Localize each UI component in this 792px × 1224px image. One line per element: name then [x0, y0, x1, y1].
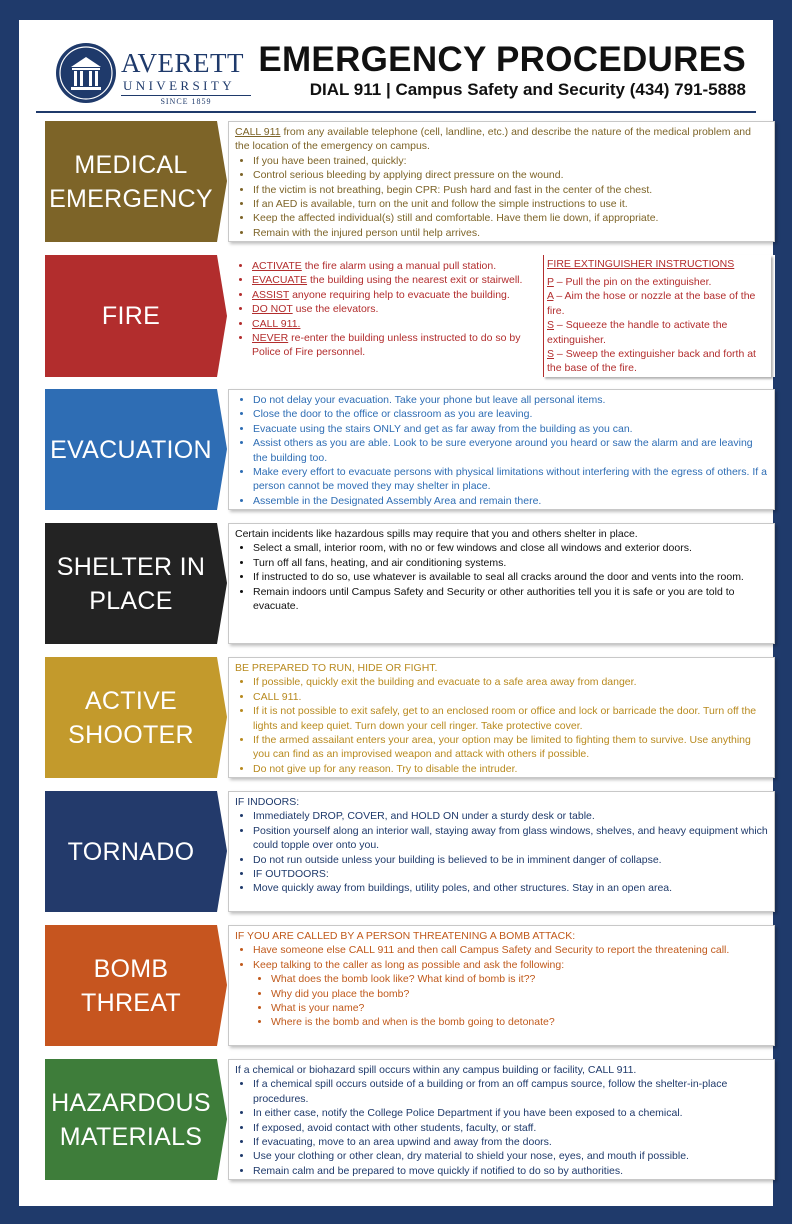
- section-content: [228, 389, 775, 510]
- list-item: [252, 331, 534, 360]
- section-label-hazardous: [45, 1059, 217, 1180]
- section-content: [228, 255, 775, 377]
- label-line: ACTIVE: [84, 686, 178, 715]
- section-label-tornado: [45, 791, 217, 912]
- list-item: • If it is not possible to exit safely, get to an enclosed room or office and lock or barricade the door. Turn off the lights and keep quiet. Turn down your cell ringer. Take protective cover.: [253, 704, 768, 733]
- instruction-list: [235, 675, 768, 776]
- question-item: • What is your name?: [271, 1001, 768, 1015]
- question-item: • What does the bomb look like? What kind of bomb is it??: [271, 972, 768, 986]
- step-text: – Pull the pin on the extinguisher.: [553, 276, 712, 288]
- university-logo: [55, 42, 259, 108]
- list-item: • Assemble in the Designated Assembly Area and remain there.: [253, 494, 768, 508]
- label-line: SHOOTER: [68, 720, 194, 749]
- extinguisher-title: FIRE EXTINGUISHER INSTRUCTIONS: [547, 258, 735, 270]
- list-item: • Remain calm and be prepared to move quickly if notified to do so by authorities.: [253, 1164, 768, 1178]
- section-content: [228, 121, 775, 242]
- step-letter: S: [547, 319, 555, 332]
- label-line: BOMB: [93, 954, 169, 983]
- instruction-list: [235, 1077, 768, 1178]
- section-active-shooter: [45, 657, 775, 778]
- label-line: HAZARDOUS: [51, 1088, 211, 1117]
- item-text: anyone requiring help to evacuate the building.: [289, 288, 510, 301]
- label-line: FIRE: [101, 302, 161, 330]
- list-item: [252, 273, 534, 287]
- label-arrow: [217, 791, 227, 912]
- item-text: use the elevators.: [292, 303, 379, 316]
- section-intro: BE PREPARED TO RUN, HIDE OR FIGHT.: [235, 662, 438, 674]
- list-item: • If evacuating, move to an area upwind and away from the doors.: [253, 1135, 768, 1149]
- section-intro: IF INDOORS:: [235, 796, 300, 808]
- label-line: MATERIALS: [59, 1122, 203, 1151]
- list-item: [252, 259, 534, 273]
- logo-subtitle: UNIVERSITY: [123, 78, 235, 93]
- question-item: • Where is the bomb and when is the bomb going to detonate?: [271, 1015, 768, 1029]
- list-item: • IF OUTDOORS:: [253, 867, 768, 881]
- section-content: [228, 1059, 775, 1180]
- list-item: • Have someone else CALL 911 and then call Campus Safety and Security to report the threatening call.: [253, 943, 768, 957]
- list-item: • Control serious bleeding by applying direct pressure on the wound.: [253, 168, 768, 182]
- list-item: • If exposed, avoid contact with other students, faculty, or staff.: [253, 1121, 768, 1135]
- label-arrow: [217, 255, 227, 377]
- list-item: • Close the door to the office or classroom as you are leaving.: [253, 407, 768, 421]
- list-item: • Move quickly away from buildings, utility poles, and other structures. Stay in an open area.: [253, 881, 768, 895]
- question-item: • Why did you place the bomb?: [271, 987, 768, 1001]
- section-label-fire: [45, 255, 217, 377]
- section-fire: [45, 255, 775, 377]
- label-arrow: [217, 389, 227, 510]
- section-label-shelter: [45, 523, 217, 644]
- keyword: DO NOT: [252, 303, 293, 316]
- label-line: THREAT: [81, 988, 181, 1017]
- section-intro: If a chemical or biohazard spill occurs within any campus building or facility, CALL 911.: [235, 1064, 637, 1076]
- list-item: • If the victim is not breathing, begin CPR: Push hard and fast in the center of the chest.: [253, 183, 768, 197]
- section-intro: [235, 125, 768, 154]
- label-arrow: [217, 1059, 227, 1180]
- pass-step: [547, 289, 771, 318]
- section-content: [228, 791, 775, 912]
- label-line: EVACUATION: [50, 435, 212, 464]
- keyword: ASSIST: [252, 288, 290, 301]
- list-item: [253, 958, 768, 1030]
- step-text: – Sweep the extinguisher back and forth at the base of the fire.: [547, 348, 756, 375]
- section-content: [228, 925, 775, 1046]
- list-item: • CALL 911.: [253, 690, 768, 704]
- list-item: • Evacuate using the stairs ONLY and get as far away from the building as you can.: [253, 422, 768, 436]
- label-line: MEDICAL: [74, 150, 188, 179]
- section-hazardous-materials: [45, 1059, 775, 1180]
- list-item: • Make every effort to evacuate persons with physical limitations without interfering with the egress of others. If a person cannot be moved they may shelter in place.: [253, 465, 768, 494]
- instruction-list: [235, 541, 768, 613]
- step-text: – Aim the hose or nozzle at the base of the fire.: [547, 290, 756, 317]
- instruction-list: [235, 393, 768, 508]
- list-item: • Assist others as you are able. Look to be sure everyone around you heard or saw the alarm and are leaving the building too.: [253, 436, 768, 465]
- logo-since: SINCE 1859: [160, 97, 212, 106]
- label-line: SHELTER IN: [56, 552, 206, 581]
- section-label-bomb-threat: [45, 925, 217, 1046]
- list-item: [252, 317, 534, 331]
- section-label-medical: [45, 121, 217, 242]
- list-item: • Immediately DROP, COVER, and HOLD ON under a sturdy desk or table.: [253, 809, 768, 823]
- list-item: • Turn off all fans, heating, and air conditioning systems.: [253, 556, 768, 570]
- item-text: Keep talking to the caller as long as possible and ask the following:: [253, 958, 565, 971]
- keyword: CALL 911.: [252, 317, 301, 330]
- keyword: ACTIVATE: [252, 260, 302, 272]
- label-line: PLACE: [89, 586, 173, 615]
- label-line: EMERGENCY: [49, 184, 213, 213]
- label-arrow: [217, 925, 227, 1046]
- section-shelter-in-place: [45, 523, 775, 644]
- section-evacuation: [45, 389, 775, 510]
- section-intro: Certain incidents like hazardous spills may require that you and others shelter in place.: [235, 528, 638, 540]
- label-arrow: [217, 657, 227, 778]
- keyword: EVACUATE: [252, 274, 308, 287]
- list-item: • Keep the affected individual(s) still and comfortable. Have them lie down, if appropriate.: [253, 211, 768, 225]
- list-item: • Do not delay your evacuation. Take your phone but leave all personal items.: [253, 393, 768, 407]
- list-item: [252, 302, 534, 316]
- step-letter: P: [547, 276, 554, 288]
- call-911-link[interactable]: CALL 911: [235, 126, 281, 138]
- logo-rule: [121, 95, 251, 96]
- list-item: • Remain indoors until Campus Safety and Security or other authorities tell you it is safe or you are told to evacuate.: [253, 585, 768, 614]
- list-item: • If an AED is available, turn on the unit and follow the simple instructions to use it.: [253, 197, 768, 211]
- list-item: • If a chemical spill occurs outside of a building or from an off campus source, follow the shelter-in-place procedures.: [253, 1077, 768, 1106]
- section-medical-emergency: [45, 121, 775, 242]
- item-text: re-enter the building unless instructed to do so by Police of Fire personnel.: [252, 332, 521, 359]
- header-divider: [36, 111, 756, 113]
- list-item: • If the armed assailant enters your area, your option may be limited to fighting them to survive. Use anything you can find as an improvised weapon and attack with others if possible.: [253, 733, 768, 762]
- section-content: [228, 523, 775, 644]
- section-label-evacuation: [45, 389, 217, 510]
- section-bomb-threat: [45, 925, 775, 1046]
- keyword: NEVER: [252, 332, 289, 345]
- page-title: EMERGENCY PROCEDURES: [258, 40, 746, 79]
- instruction-list: [235, 943, 768, 1029]
- item-text: the building using the nearest exit or stairwell.: [307, 274, 523, 287]
- list-item: • Do not give up for any reason. Try to disable the intruder.: [253, 762, 768, 776]
- logo-name: AVERETT: [121, 48, 244, 78]
- poster-frame: [19, 20, 773, 1206]
- page-subtitle: DIAL 911 | Campus Safety and Security (434) 791-5888: [309, 80, 746, 99]
- step-text: – Squeeze the handle to activate the extinguisher.: [547, 319, 728, 346]
- list-item: • Do not run outside unless your building is believed to be in imminent danger of collapse.: [253, 853, 768, 867]
- list-item: • Position yourself along an interior wall, staying away from glass windows, shelves, and heavy equipment which could topple over onto you.: [253, 824, 768, 853]
- pass-step: [547, 347, 771, 376]
- list-item: • If you have been trained, quickly:: [253, 154, 768, 168]
- intro-text: from any available telephone (cell, landline, etc.) and describe the nature of the medical problem and the location of the emergency on campus.: [235, 126, 751, 153]
- question-list: [253, 972, 768, 1030]
- instruction-list: [234, 259, 534, 360]
- list-item: • Use your clothing or other clean, dry material to shield your nose, eyes, and mouth if possible.: [253, 1149, 768, 1163]
- step-letter: S: [547, 348, 555, 361]
- pass-step: [547, 275, 771, 289]
- list-item: • Select a small, interior room, with no or few windows and close all windows and exterior doors.: [253, 541, 768, 555]
- section-label-active-shooter: [45, 657, 217, 778]
- section-tornado: [45, 791, 775, 912]
- extinguisher-instructions: [543, 255, 771, 377]
- list-item: • Remain with the injured person until help arrives.: [253, 226, 768, 240]
- label-arrow: [217, 121, 227, 242]
- list-item: [252, 288, 534, 302]
- section-intro: IF YOU ARE CALLED BY A PERSON THREATENING A BOMB ATTACK:: [235, 930, 576, 942]
- instruction-list: [235, 809, 768, 895]
- list-item: • If instructed to do so, use whatever is available to seal all cracks around the door and vents into the room.: [253, 570, 768, 584]
- list-item: • In either case, notify the College Police Department if you have been exposed to a chemical.: [253, 1106, 768, 1120]
- section-content: [228, 657, 775, 778]
- label-line: TORNADO: [67, 837, 195, 866]
- university-seal-icon: [55, 42, 117, 104]
- label-arrow: [217, 523, 227, 644]
- instruction-list: [235, 154, 768, 240]
- step-letter: A: [547, 290, 554, 303]
- list-item: • If possible, quickly exit the building and evacuate to a safe area away from danger.: [253, 675, 768, 689]
- item-text: the fire alarm using a manual pull station.: [301, 260, 497, 272]
- pass-step: [547, 318, 771, 347]
